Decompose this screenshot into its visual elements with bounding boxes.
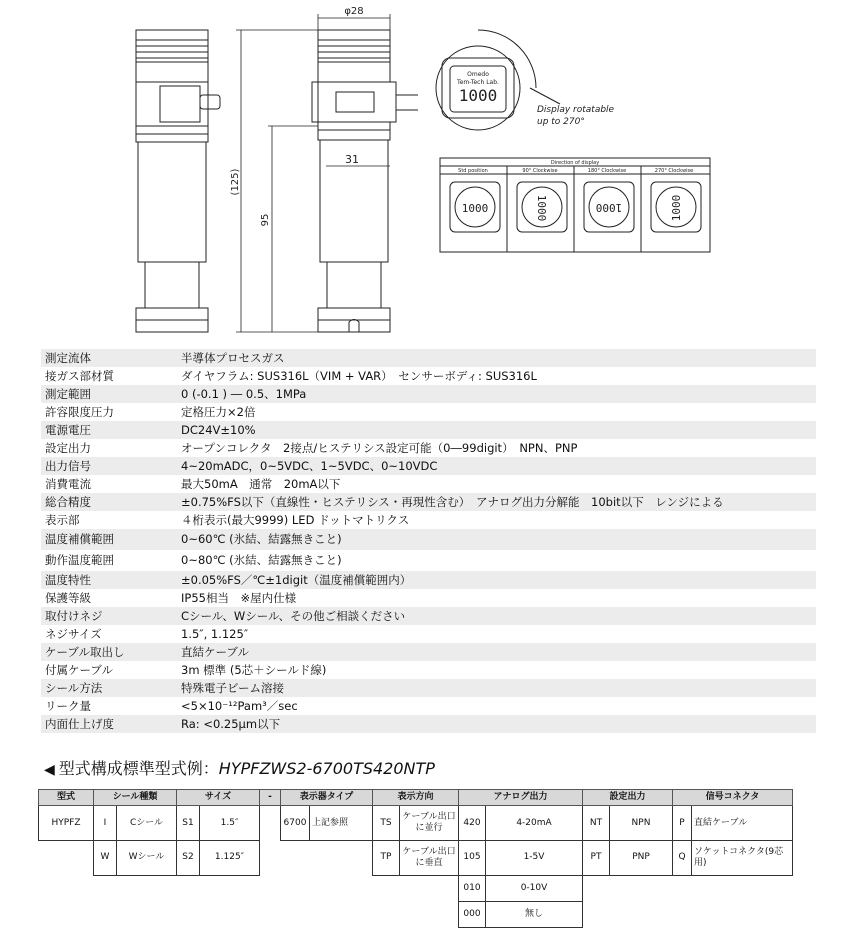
spec-value: 0 (-0.1 ) ― 0.5、1MPa (177, 385, 816, 403)
cell-an: 無し (486, 901, 583, 927)
spec-row (41, 367, 816, 385)
code-row-4 (39, 901, 793, 927)
cell-cn: 直結ケーブル (692, 806, 793, 841)
spec-label: 温度特性 (41, 571, 177, 589)
spec-value: ±0.05%FS／℃±1digit（温度補償範囲内） (177, 571, 816, 589)
spec-row (41, 529, 816, 550)
hdr-conn: 信号コネクタ (673, 790, 793, 806)
spec-value: DC24V±10% (177, 421, 816, 439)
dim-95: 95 (260, 213, 271, 227)
direction-title: Direction of display (550, 160, 600, 166)
spec-value: 4~20mADC，0~5VDC、1~5VDC、0~10VDC (177, 457, 816, 475)
spec-row (41, 457, 816, 475)
spec-value: 半導体プロセスガス (177, 349, 816, 367)
cell-so: PNP (610, 841, 673, 876)
spec-label: 付属ケーブル (41, 661, 177, 679)
hdr-type: 型式 (39, 790, 94, 806)
spec-value: 0~60℃ (氷結、結露無きこと) (177, 529, 816, 550)
spec-label: 接ガス部材質 (41, 367, 177, 385)
code-row-2 (39, 841, 793, 876)
spec-label: 消費電流 (41, 475, 177, 493)
spec-label: 取付けネジ (41, 607, 177, 625)
cell-seal: Cシール (117, 806, 177, 841)
spec-row (41, 697, 816, 715)
spec-label: 保護等級 (41, 589, 177, 607)
code-row-1 (39, 806, 793, 841)
spec-row (41, 607, 816, 625)
model-code-table (38, 789, 793, 928)
spec-row (41, 493, 816, 511)
hdr-size: サイズ (177, 790, 260, 806)
spec-row (41, 679, 816, 697)
spec-label: 内面仕上げ度 (41, 715, 177, 733)
panel-label-std: Std position (458, 168, 488, 174)
spec-label: 温度補償範囲 (41, 529, 177, 550)
cell-an: 4-20mA (486, 806, 583, 841)
hdr-setout: 設定出力 (583, 790, 673, 806)
spec-value: 最大50mA 通常 20mA以下 (177, 475, 816, 493)
display-brand-lab: Tem-Tech Lab. (457, 79, 499, 86)
cell-an-code: 105 (459, 841, 486, 876)
triangle-left-icon: ◀ (44, 762, 55, 778)
spec-row (41, 571, 816, 589)
hdr-disp-dir: 表示方向 (373, 790, 459, 806)
model-heading (44, 756, 435, 779)
spec-value: 直結ケーブル (177, 643, 816, 661)
heading-prefix: 型式構成標準型式例： (58, 759, 219, 778)
cell-so: NPN (610, 806, 673, 841)
cell-size-code: S2 (177, 841, 200, 876)
cell-size: 1.125″ (200, 841, 260, 876)
cell-cn: ソケットコネクタ(9芯用) (692, 841, 793, 876)
cell-disp: 上記参照 (310, 806, 373, 841)
heading-model: HYPFZWS2-6700TS420NTP (218, 759, 435, 778)
panel-label-90: 90° Clockwise (522, 168, 558, 174)
dim-125: (125) (230, 168, 241, 196)
spec-value: 特殊電子ビーム溶接 (177, 679, 816, 697)
spec-row (41, 385, 816, 403)
cell-seal-code: I (94, 806, 117, 841)
hdr-disp-type: 表示器タイプ (281, 790, 373, 806)
spec-label: 総合精度 (41, 493, 177, 511)
sensor-front-view (312, 30, 418, 332)
spec-value: IP55相当 ※屋内仕様 (177, 589, 816, 607)
cell-so-code: PT (583, 841, 610, 876)
cell-seal-code: W (94, 841, 117, 876)
spec-row (41, 349, 816, 367)
spec-row (41, 421, 816, 439)
cell-so-code: NT (583, 806, 610, 841)
spec-label: 出力信号 (41, 457, 177, 475)
hdr-dash: - (260, 790, 281, 806)
spec-table (41, 349, 816, 733)
panel-label-180: 180° Clockwise (587, 168, 627, 174)
spec-value: 0~80℃ (氷結、結露無きこと) (177, 550, 816, 571)
cell-an-code: 010 (459, 875, 486, 901)
display-note-line1: Display rotatable (537, 105, 615, 115)
spec-label: 測定流体 (41, 349, 177, 367)
spec-value: 定格圧力×2倍 (177, 403, 816, 421)
spec-label: 表示部 (41, 511, 177, 529)
spec-label: 測定範囲 (41, 385, 177, 403)
code-row-3 (39, 875, 793, 901)
cell-dir-code: TS (373, 806, 400, 841)
spec-value: Ra: <0.25μm以下 (177, 715, 816, 733)
cell-disp-code: 6700 (281, 806, 310, 841)
cell-an: 0-10V (486, 875, 583, 901)
hdr-analog: アナログ出力 (459, 790, 583, 806)
technical-drawing (0, 0, 843, 345)
spec-label: ケーブル取出し (41, 643, 177, 661)
panel-digits-std: 1000 (461, 202, 489, 215)
spec-label: リーク量 (41, 697, 177, 715)
spec-value: ４桁表示(最大9999) LED ドットマトリクス (177, 511, 816, 529)
spec-row (41, 439, 816, 457)
spec-label: 許容限度圧力 (41, 403, 177, 421)
panel-label-270: 270° Clockwise (654, 168, 694, 174)
spec-value: <5×10⁻¹²Pam³／sec (177, 697, 816, 715)
spec-value: 3m 標準 (5芯＋シールド線) (177, 661, 816, 679)
cell-an: 1-5V (486, 841, 583, 876)
spec-row (41, 589, 816, 607)
display-digits: 1000 (458, 86, 498, 105)
spec-value: オープンコレクタ 2接点/ヒステリシス設定可能（0―99digit） NPN、PNP (177, 439, 816, 457)
display-brand: Omedo (467, 71, 489, 78)
spec-value: Cシール、Wシール、その他ご相談ください (177, 607, 816, 625)
spec-row (41, 661, 816, 679)
hdr-seal: シール種類 (94, 790, 177, 806)
spec-label: ネジサイズ (41, 625, 177, 643)
cell-an-code: 000 (459, 901, 486, 927)
spec-value: 1.5″, 1.125″ (177, 625, 816, 643)
panel-digits-180: 1000 (595, 201, 623, 214)
cell-type: HYPFZ (39, 806, 94, 841)
spec-row (41, 511, 816, 529)
spec-row (41, 550, 816, 571)
spec-row (41, 403, 816, 421)
spec-value: ±0.75%FS以下（直線性・ヒステリシス・再現性含む） アナログ出力分解能 10bit以下 レンジによる (177, 493, 816, 511)
spec-value: ダイヤフラム: SUS316L（VIM + VAR） センサーボディ: SUS316L (177, 367, 816, 385)
spec-label: シール方法 (41, 679, 177, 697)
cell-seal: Wシール (117, 841, 177, 876)
spec-row (41, 475, 816, 493)
display-note-line2: up to 270° (537, 117, 585, 127)
spec-label: 電源電圧 (41, 421, 177, 439)
panel-digits-270: 1000 (670, 194, 683, 222)
spec-label: 動作温度範囲 (41, 550, 177, 571)
spec-row (41, 625, 816, 643)
spec-row (41, 715, 816, 733)
cell-dir: ケーブル出口に垂直 (400, 841, 459, 876)
cell-size-code: S1 (177, 806, 200, 841)
cell-dir: ケーブル出口に並行 (400, 806, 459, 841)
cell-size: 1.5″ (200, 806, 260, 841)
spec-label: 設定出力 (41, 439, 177, 457)
dim-31: 31 (345, 153, 359, 166)
cell-dir-code: TP (373, 841, 400, 876)
cell-cn-code: P (673, 806, 692, 841)
spec-row (41, 643, 816, 661)
dim-diameter: φ28 (344, 6, 364, 17)
code-table-header (39, 790, 793, 806)
cell-cn-code: Q (673, 841, 692, 876)
cell-an-code: 420 (459, 806, 486, 841)
panel-digits-90: 1000 (535, 194, 548, 222)
sensor-side-view-left (136, 30, 220, 332)
